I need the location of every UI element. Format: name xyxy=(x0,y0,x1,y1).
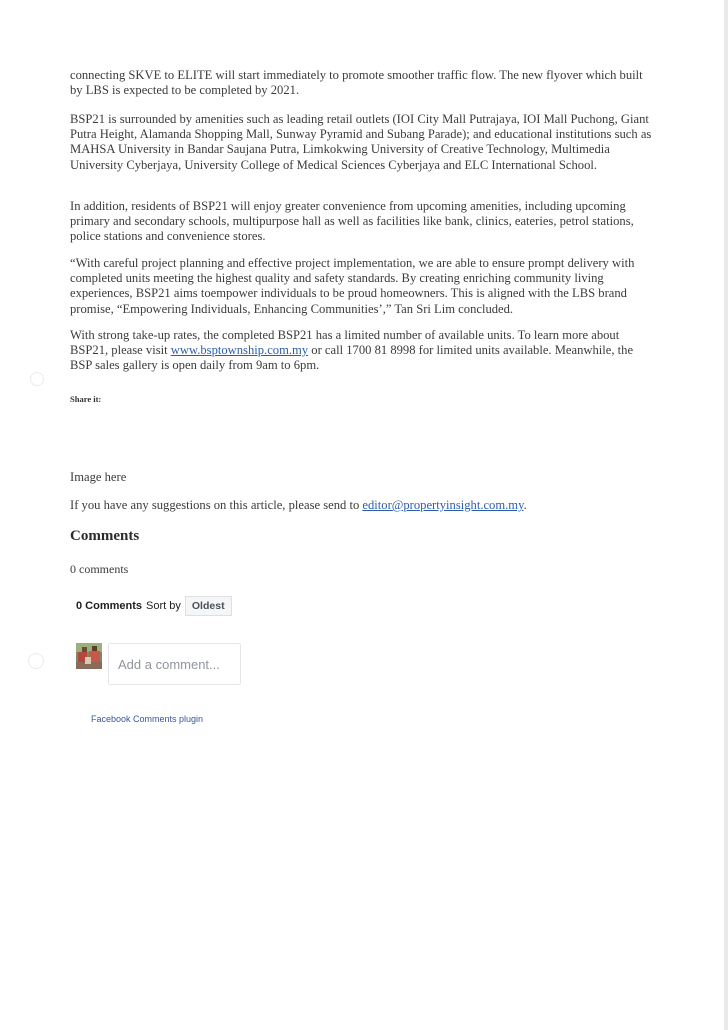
editor-email-link[interactable]: editor@propertyinsight.com.my xyxy=(362,498,524,512)
share-label: Share it: xyxy=(70,394,102,404)
user-avatar-icon xyxy=(76,643,102,669)
scan-artifact xyxy=(28,653,44,669)
comments-plugin-header xyxy=(76,596,232,616)
add-comment-input[interactable]: Add a comment... xyxy=(108,643,241,685)
sort-by-label: Sort by xyxy=(146,600,181,612)
comments-count: 0 comments xyxy=(70,562,129,576)
comments-heading: Comments xyxy=(70,528,140,544)
scan-artifact xyxy=(30,372,44,386)
article-paragraph-2: BSP21 is surrounded by amenities such as leading retail outlets (IOI City Mall Putrajaya, IOI Mall Puchong, Giant Putra Height, Alamanda Shopping Mall, Sunway Pyramid and Subang Parade); and educational institutions such as MAHSA University in Bandar Saujana Putra, Limkokwing University of Creative Technology, Multimedia University Cyberjaya, University College of Medical Sciences Cyberjaya and ELC International School. xyxy=(70,112,652,172)
paragraph-text: With strong take-up rates, the completed BSP21 has a limited number of available units. To learn more about BSP21, please visit xyxy=(70,328,620,358)
plugin-comment-count: 0 Comments xyxy=(76,600,143,612)
article-paragraph-5 xyxy=(70,328,652,374)
paragraph-text: or call 1700 81 8998 for limited units available. Meanwhile, the BSP sales gallery is open daily from 9am to 6pm. xyxy=(70,343,634,373)
avatar xyxy=(76,643,102,669)
page-edge-shadow xyxy=(724,0,728,1030)
article-paragraph-4: “With careful project planning and effective project implementation, we are able to ensure prompt delivery with completed units meeting the highest quality and safety standards. By creating enriching community living experiences, BSP21 aims toempower individuals to be proud homeowners. This is aligned with the LBS brand promise, “Empowering Individuals, Enhancing Communities’,” Tan Sri Lim concluded. xyxy=(70,256,635,316)
suggestion-punctuation: . xyxy=(523,498,527,512)
suggestion-line xyxy=(70,498,527,513)
image-placeholder-text: Image here xyxy=(70,470,127,484)
article-paragraph-1: connecting SKVE to ELITE will start immediately to promote smoother traffic flow. The new flyover which built by LBS is expected to be completed by 2021. xyxy=(70,68,643,98)
facebook-comments-plugin-link[interactable]: Facebook Comments plugin xyxy=(91,714,204,724)
bsp-township-link[interactable]: www.bsptownship.com.my xyxy=(170,343,309,358)
article-paragraph-3: In addition, residents of BSP21 will enjoy greater convenience from upcoming amenities, including upcoming primary and secondary schools, multipurpose hall as well as facilities like bank, clinics, eateries, petrol stations, police stations and convenience stores. xyxy=(70,199,634,244)
sort-order-select[interactable]: Oldest xyxy=(185,596,232,616)
suggestion-text: If you have any suggestions on this article, please send to xyxy=(70,498,363,512)
